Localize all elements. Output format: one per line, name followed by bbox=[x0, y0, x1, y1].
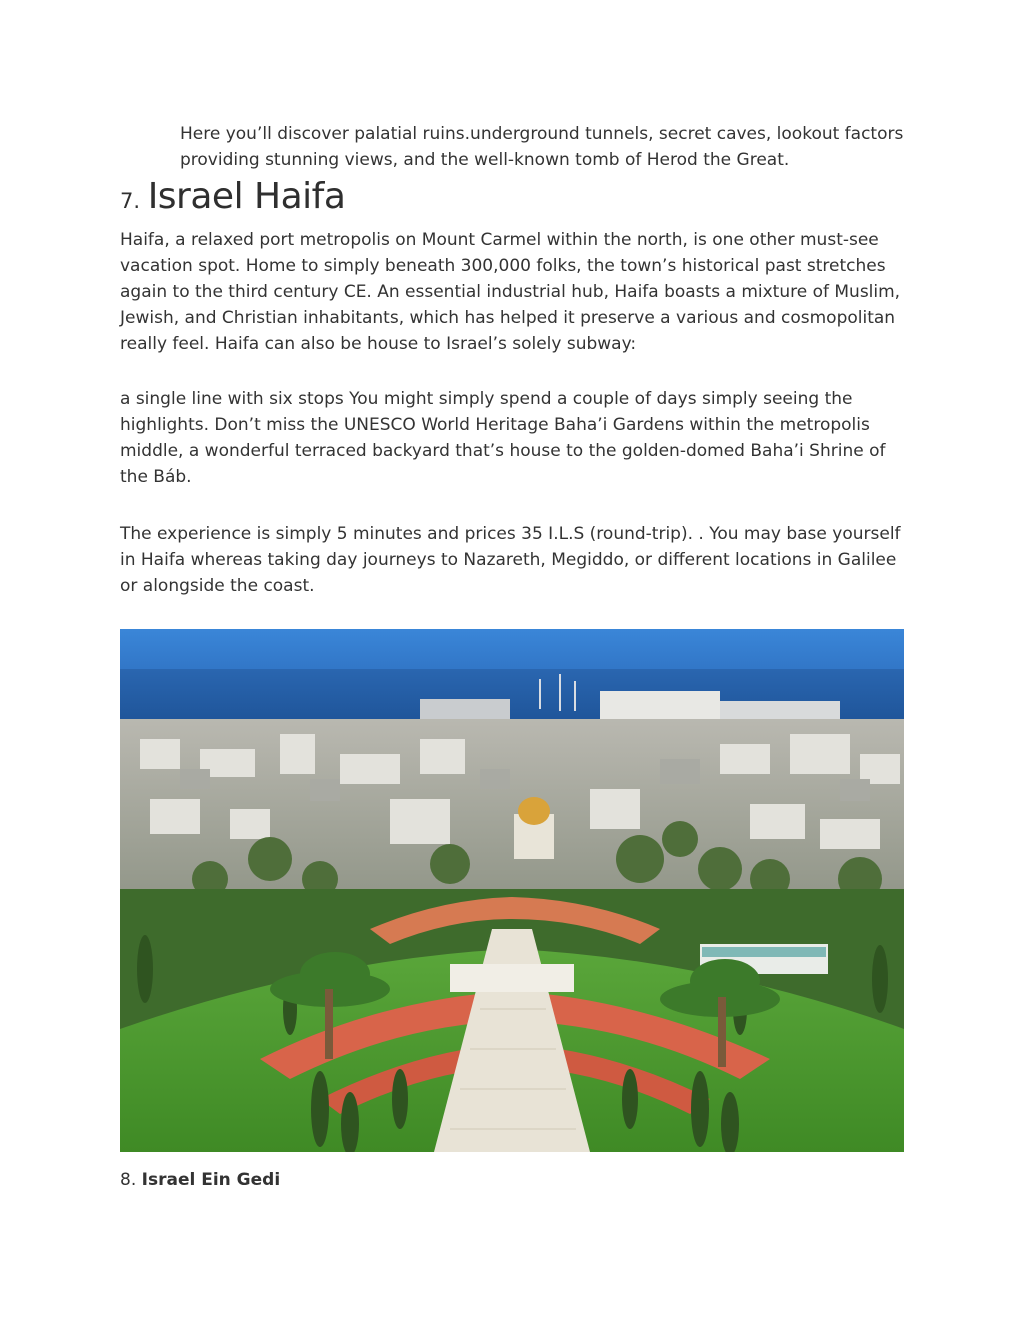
section-8-title: Israel Ein Gedi bbox=[141, 1170, 281, 1190]
intro-paragraph: Here you’ll discover palatial ruins.underground tunnels, secret caves, lookout factors providing stunning views, and the well-known tomb of Herod the Great. bbox=[180, 124, 904, 170]
haifa-bahai-gardens-photo bbox=[120, 629, 904, 1152]
haifa-paragraph-2: a single line with six stops You might simply spend a couple of days simply seeing the highlights. Don’t miss the UNESCO World Heritage Baha’i Gardens within the metropolis middle, a wonderful terraced backyard that’s house to the golden-domed Baha’i Shrine of the Báb. bbox=[120, 389, 886, 487]
section-7-number: 7. bbox=[120, 189, 141, 213]
haifa-paragraph-3: The experience is simply 5 minutes and prices 35 I.L.S (round-trip). . You may base yourself in Haifa whereas taking day journeys to Nazareth, Megiddo, or different locations in Galilee or alongside the coast. bbox=[120, 524, 901, 596]
section-8-heading bbox=[120, 1167, 280, 1193]
haifa-paragraph-1: Haifa, a relaxed port metropolis on Mount Carmel within the north, is one other must-see vacation spot. Home to simply beneath 300,000 folks, the town’s historical past stretches again to the third century CE. An essential industrial hub, Haifa boasts a mixture of Muslim, Jewish, and Christian inhabitants, which has helped it preserve a various and cosmopolitan really feel. Haifa can also be house to Israel’s solely subway: bbox=[120, 230, 901, 354]
section-7-heading bbox=[120, 176, 345, 217]
section-7-title: Israel Haifa bbox=[147, 176, 346, 217]
section-8-number: 8. bbox=[120, 1170, 137, 1190]
